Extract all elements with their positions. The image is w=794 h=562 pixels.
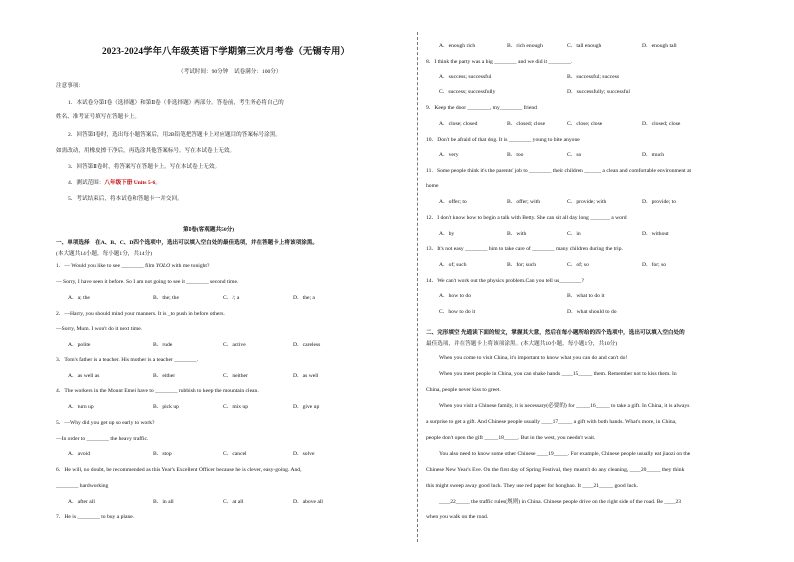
- question-8-stem: 8．I think the party was a big ________ and we did it ________.: [426, 59, 573, 65]
- q6-option-c[interactable]: C．at all: [223, 499, 244, 505]
- q5-option-b[interactable]: B．stop: [153, 451, 172, 457]
- passage-p2b: China, people never kiss to greet.: [426, 387, 501, 393]
- q12-option-c[interactable]: C．in: [567, 231, 581, 237]
- q13-option-d[interactable]: D．for; so: [642, 262, 667, 268]
- passage-p4c: this might sweep away good luck. They use red paper for hongbao. It ____21_____ good luck.: [426, 483, 639, 489]
- question-1-stem: 1．— Would you like to see ________ film YOLO with me tonight?: [56, 263, 210, 269]
- question-14-stem: 14．We can't work out the physics problem.Can you tell us________?: [426, 278, 585, 284]
- q1-option-a[interactable]: A．a; the: [68, 295, 90, 301]
- exam-meta: （考试时间：90分钟 试卷满分：100分）: [178, 69, 282, 75]
- q1-option-b[interactable]: B．the; the: [153, 295, 179, 301]
- note-4-suffix: 。: [155, 180, 161, 186]
- q9-option-d[interactable]: D．closed; close: [642, 121, 681, 127]
- question-2-stem: 2．—Harry, you should mind your manners. It is _to push in before others.: [56, 311, 225, 317]
- q10-option-b[interactable]: B．too: [507, 152, 524, 158]
- question-11-cont: home: [426, 183, 439, 189]
- q8-option-b[interactable]: B．successful; success: [567, 74, 620, 80]
- question-4-stem: 4．The workers in the Mount Emei have to ________ rubbish to keep the mountain clean.: [56, 388, 259, 394]
- q4-option-a[interactable]: A．turn up: [68, 404, 94, 410]
- q11-option-c[interactable]: C．provide; with: [567, 199, 607, 205]
- q7-option-d[interactable]: D．enough tall: [642, 43, 677, 49]
- q4-option-d[interactable]: D．give up: [293, 404, 320, 410]
- q8-option-c[interactable]: C．success; successfully: [439, 89, 496, 95]
- q13-option-b[interactable]: B．for; such: [507, 262, 537, 268]
- question-5-reply: —In order to ________ the heavy traffic.: [56, 436, 149, 442]
- q8-option-a[interactable]: A．success; successful: [439, 74, 492, 80]
- note-4-prefix: 4．测试范围：: [68, 180, 105, 186]
- question-2-reply: —Sorry, Mum. I won't do it next time.: [56, 326, 143, 332]
- q11-option-b[interactable]: B．offer; with: [507, 199, 540, 205]
- note-2b: 如需改动，用橡皮擦干净后，再选涂其他答案标号。写在本试卷上无效。: [56, 148, 236, 154]
- note-4: [68, 180, 161, 187]
- passage-p4b: Chinese New Year's Eve. On the first day of Spring Festival, they mustn't do any cleaning, ____20_____ they think: [426, 467, 685, 473]
- question-5-stem: 5．—Why did you get up so early to work?: [56, 420, 155, 426]
- q2-option-c[interactable]: C．active: [223, 342, 246, 348]
- q10-option-c[interactable]: C．so: [567, 152, 582, 158]
- q6-option-d[interactable]: D．above all: [293, 499, 323, 505]
- passage-p5b: when you walk on the road.: [426, 514, 489, 520]
- page-title: 2023-2024学年八年级英语下学期第三次月考卷（无锡专用）: [102, 47, 350, 57]
- q6-option-a[interactable]: A．after all: [68, 499, 95, 505]
- q9-option-a[interactable]: A．close; closed: [439, 121, 478, 127]
- passage-p4a: You also need to know some other Chinese ____19_____. For example, Chinese people usually eat jiaozi on the: [439, 451, 691, 457]
- note-2a: 2．回答第Ⅰ卷时，选出每小题答案后，用2B铅笔把答题卡上对应题目的答案标号涂黑。: [68, 132, 281, 138]
- question-6-cont: ________ hardworking: [56, 483, 109, 489]
- q10-option-d[interactable]: D．much: [642, 152, 665, 158]
- section2-intro-a: 二、完形填空 先通读下面的短文，掌握其大意，然后在每小题所给的四个选项中，选出可以填入空白处的: [426, 330, 685, 336]
- q3-option-d[interactable]: D．as well: [293, 373, 319, 379]
- q3-option-b[interactable]: B．either: [153, 373, 176, 379]
- question-9-stem: 9．Keep the door ________, my________ friend: [426, 105, 537, 111]
- q12-option-b[interactable]: B．with: [507, 231, 527, 237]
- passage-p2a: When you meet people in China, you can shake hands ____15_____ them. Remember not to kiss them. In: [439, 371, 677, 377]
- q7-option-b[interactable]: B．rich enough: [507, 43, 543, 49]
- passage-p1: When you come to visit China, it's important to know what you can do and can't do!: [439, 355, 628, 361]
- q13-option-a[interactable]: A．of; such: [439, 262, 467, 268]
- q2-option-d[interactable]: D．careless: [293, 342, 321, 348]
- q2-option-b[interactable]: B．rude: [153, 342, 173, 348]
- q7-option-c[interactable]: C．tall enough: [567, 43, 602, 49]
- q8-option-d[interactable]: D．successfully; successful: [567, 89, 630, 95]
- q4-option-c[interactable]: C．mix up: [223, 404, 249, 410]
- q7-option-a[interactable]: A．enough rich: [439, 43, 476, 49]
- notes-heading: 注意事项：: [56, 83, 84, 89]
- q13-option-c[interactable]: C．of; so: [567, 262, 589, 268]
- q11-option-a[interactable]: A．offer; to: [439, 199, 467, 205]
- q5-option-d[interactable]: D．solve: [293, 451, 315, 457]
- section2-intro-b: 最佳选项，并在答题卡上将该项涂黑。(本大题共10小题，每小题1分，共10分): [426, 341, 618, 347]
- q5-option-c[interactable]: C．cancel: [223, 451, 247, 457]
- passage-p3c: people don't open the gift _____18_____. But in the west, you needn't wait.: [426, 435, 596, 441]
- question-3-stem: 3．Tom's father is a teacher. His mother is a teacher ________.: [56, 357, 198, 363]
- section1-title: 第Ⅰ卷(客观题共50分): [183, 227, 235, 233]
- q9-option-c[interactable]: C．close; close: [567, 121, 603, 127]
- q14-option-d[interactable]: D．what should to do: [567, 309, 617, 315]
- test-scope: 八年级下册 Units 5-6: [104, 180, 156, 186]
- q1-option-d[interactable]: D．the; a: [293, 295, 315, 301]
- q14-option-c[interactable]: C．how to do it: [439, 309, 476, 315]
- q1-option-c[interactable]: C．/; a: [223, 295, 240, 301]
- section1-intro-a: 一、单项选择 在A、B、C、D四个选项中，选出可以填入空白处的最佳选项，并在答题卡上将该项涂黑。: [56, 240, 318, 246]
- q2-option-a[interactable]: A．polite: [68, 342, 91, 348]
- passage-p3a: When you visit a Chinese family, it is necessary(必要的) for _____16_____ to take a gift. In China, it is always: [439, 403, 690, 409]
- q6-option-b[interactable]: B．in all: [153, 499, 174, 505]
- q12-option-d[interactable]: D．without: [642, 231, 669, 237]
- question-12-stem: 12．I don't know how to begin a talk with Betty. She can sit all day long _______ a word: [426, 215, 627, 221]
- q14-option-b[interactable]: B．what to do it: [567, 293, 605, 299]
- passage-p3b: a surprise to get a gift. And Chinese people usually ____17_____ a gift with both hands. What's more, in China,: [426, 419, 677, 425]
- note-1b: 姓名、准考证号填写在答题卡上。: [56, 114, 140, 120]
- q14-option-a[interactable]: A．how to do: [439, 293, 472, 299]
- q3-option-c[interactable]: C．neither: [223, 373, 248, 379]
- q11-option-d[interactable]: D．provide; to: [642, 199, 677, 205]
- note-5: 5．考试结束后，将本试卷和答题卡一并交回。: [68, 196, 183, 202]
- passage-p5a: ____22_____ the traffic rules(规则) in China. Chinese people drive on the right side of the road. Be ____23: [439, 499, 682, 505]
- note-1a: 1．本试卷分第Ⅰ卷（选择题）和第Ⅱ卷（非选择题）两部分。答卷前，考生务必将自己的: [68, 100, 284, 106]
- q5-option-a[interactable]: A．avoid: [68, 451, 91, 457]
- question-11-stem: 11．Some people think it's the parents' job to ________ their children ______ a clean and comfortable environment at: [426, 168, 692, 174]
- question-1-reply: — Sorry, I have seen it before. So I am not going to see it ________ second time.: [56, 279, 239, 285]
- q3-option-a[interactable]: A．as well as: [68, 373, 100, 379]
- section1-intro-b: (本大题共14小题，每小题1分，共14分): [56, 251, 153, 257]
- q12-option-a[interactable]: A．by: [439, 231, 455, 237]
- q10-option-a[interactable]: A．very: [439, 152, 459, 158]
- column-divider: [417, 32, 418, 542]
- question-10-stem: 10．Don't be afraid of that dog. It is ________ young to bite anyone: [426, 137, 580, 143]
- question-13-stem: 13．It's not easy ________ him to take care of ________ many children during the trip.: [426, 246, 623, 252]
- question-7-stem: 7．He is ________ to buy a plane.: [56, 514, 135, 520]
- question-6-stem: 6．He will, no doubt, be recommended as this Year's Excellent Officer because he is clever, easy-going. And,: [56, 467, 302, 473]
- note-3: 3．回答第Ⅱ卷时，将答案写在答题卡上。写在本试卷上无效。: [68, 164, 221, 170]
- q4-option-b[interactable]: B．pick up: [153, 404, 179, 410]
- q9-option-b[interactable]: B．closed; close: [507, 121, 546, 127]
